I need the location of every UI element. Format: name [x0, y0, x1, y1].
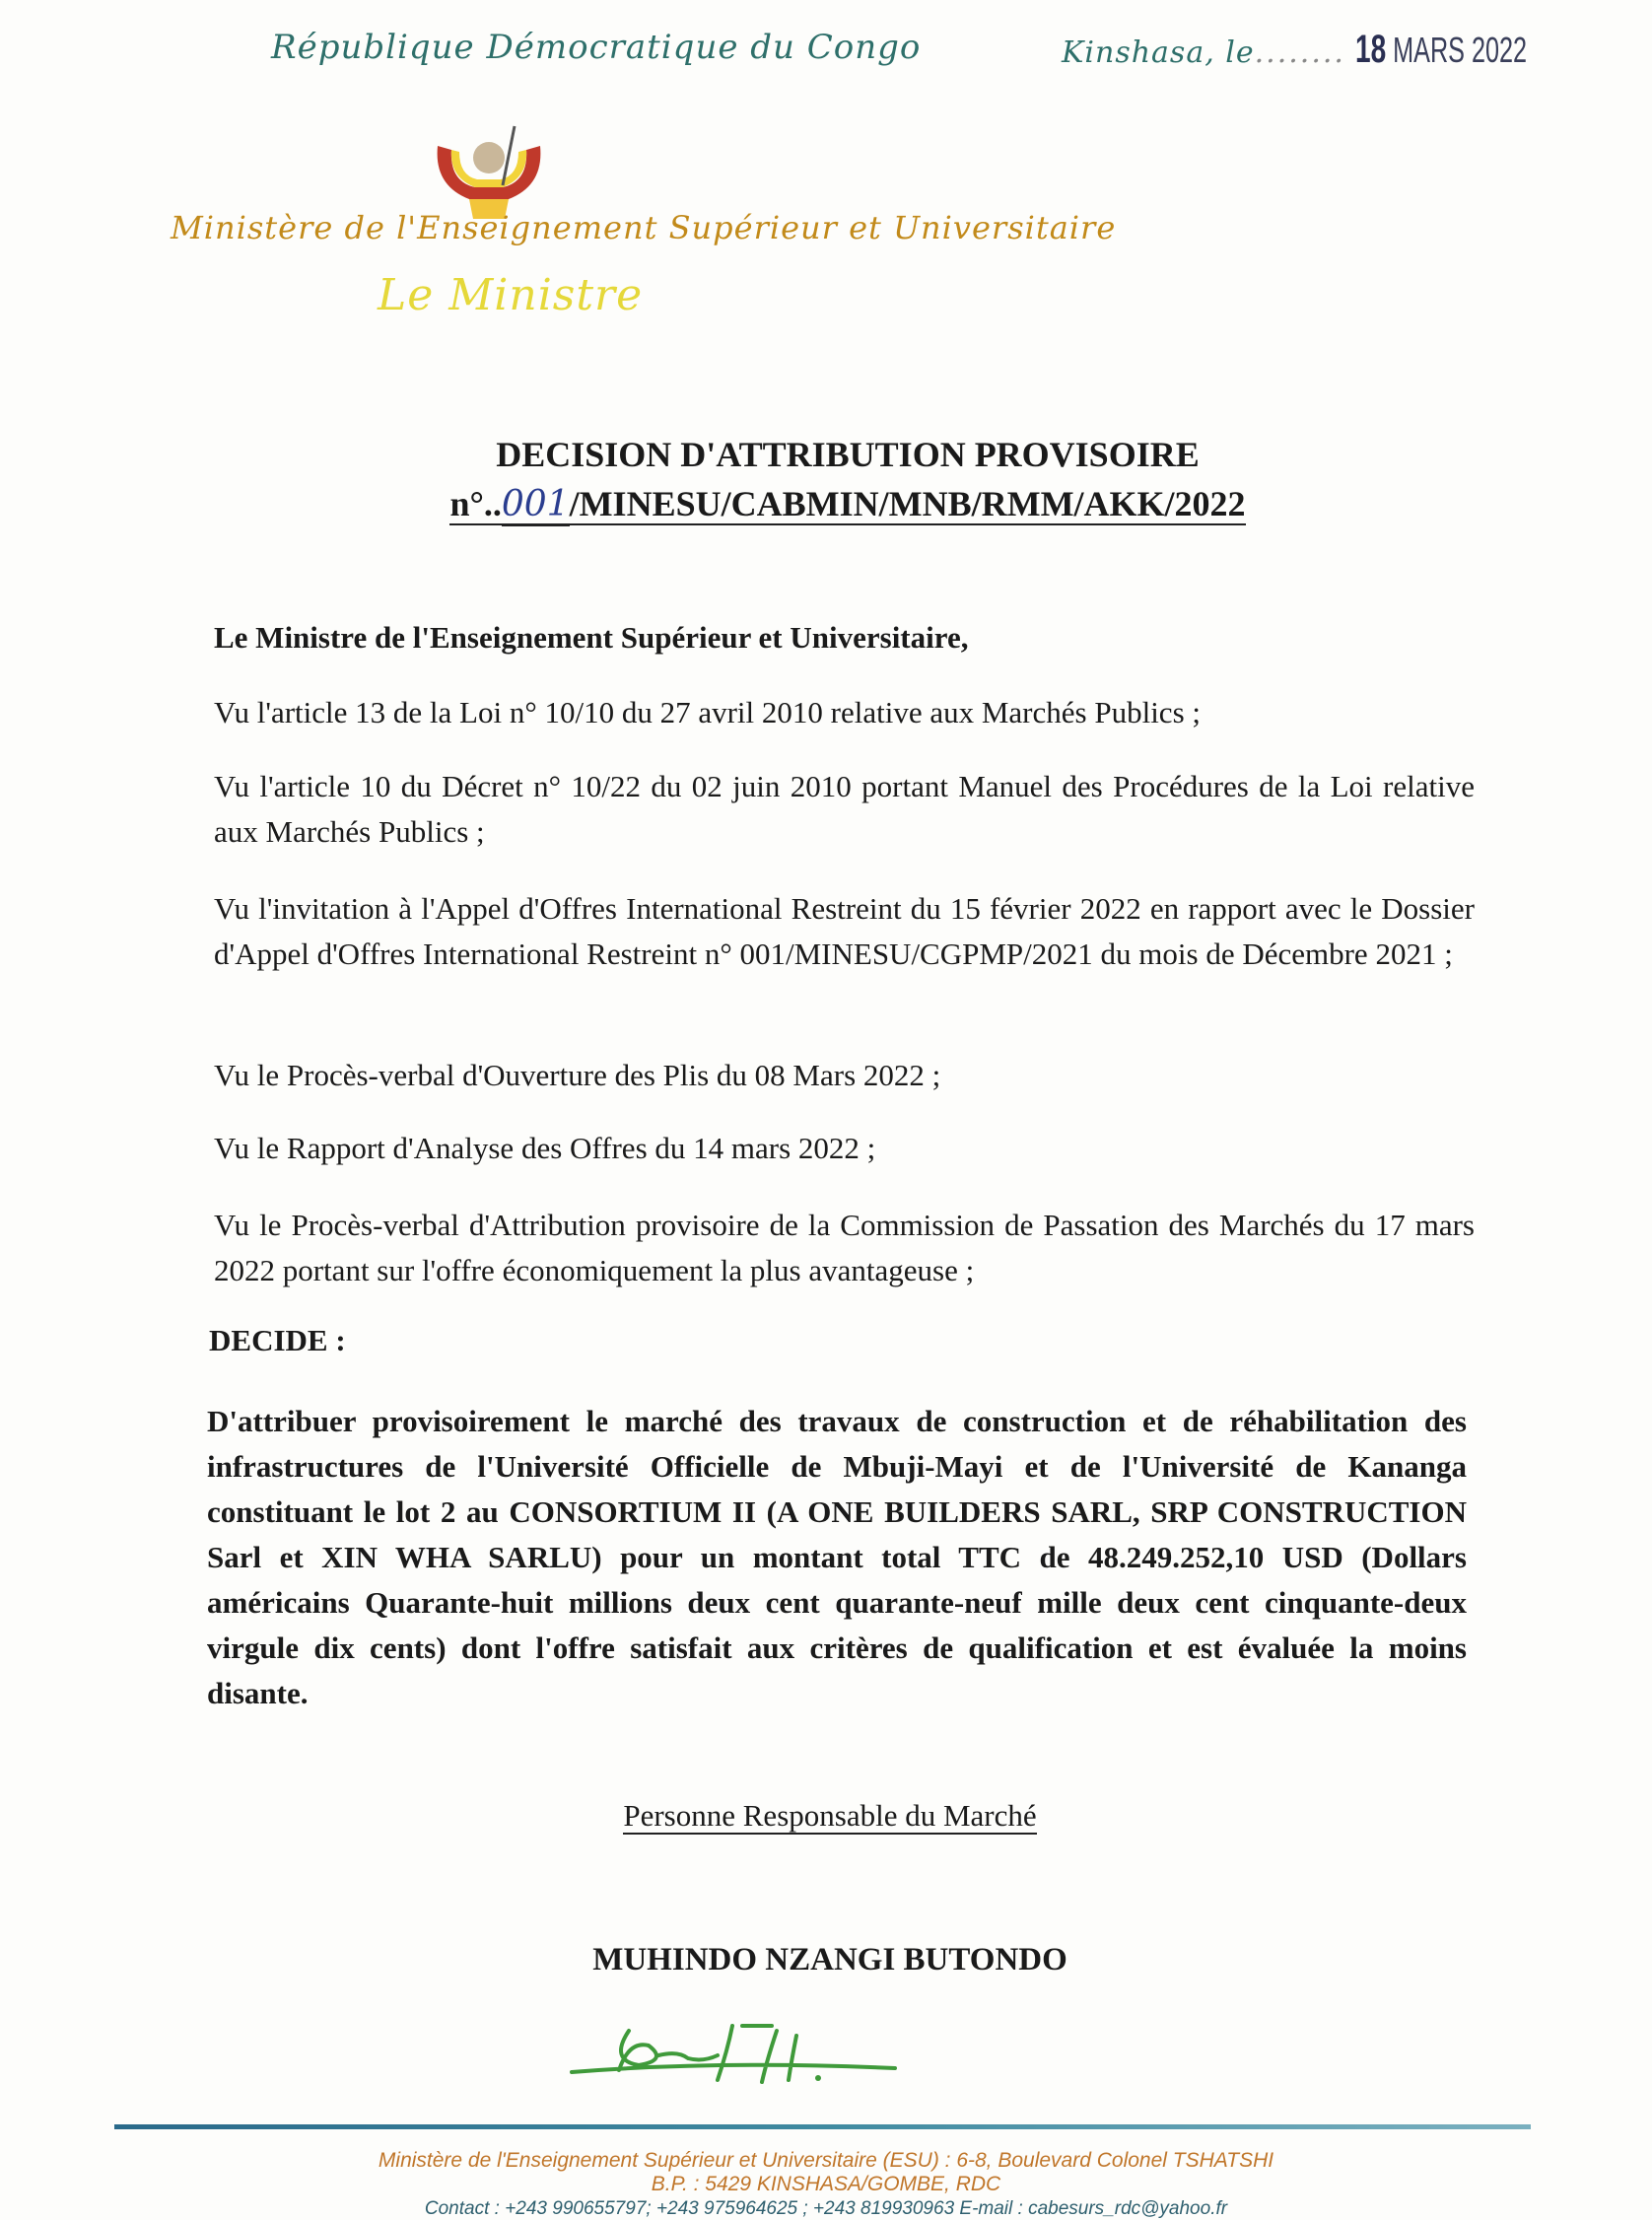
letterhead-country: République Démocratique du Congo: [271, 28, 922, 67]
footer-divider: [114, 2124, 1531, 2129]
consideration: Vu le Procès-verbal d'Ouverture des Plis du 08 Mars 2022 ;: [214, 1058, 941, 1092]
decide-label: DECIDE :: [209, 1323, 346, 1357]
letterhead-date: Kinshasa, le........ 18 MARS 2022: [1062, 28, 1528, 71]
letterhead-ministry: Ministère de l'Enseignement Supérieur et Universitaire: [171, 209, 1117, 246]
footer-po-box: B.P. : 5429 KINSHASA/GOMBE, RDC: [651, 2173, 1001, 2195]
signatory-name: MUHINDO NZANGI BUTONDO: [592, 1942, 1067, 1977]
document-reference: [0, 483, 1652, 524]
addressee: Le Ministre de l'Enseignement Supérieur et Universitaire,: [214, 620, 969, 655]
date-stamp-day: 18: [1355, 28, 1387, 71]
date-stamp: [1355, 28, 1527, 72]
date-stamp-month-year: MARS 2022: [1393, 30, 1528, 70]
signature-icon: [570, 2011, 905, 2090]
signatory-role: [0, 1798, 1652, 1834]
consideration: Vu l'article 10 du Décret n° 10/22 du 02 juin 2010 portant Manuel des Procédures de la Loi relative aux Marchés Publics ;: [214, 769, 1475, 849]
letterhead-office: Le Ministre: [378, 270, 644, 320]
ref-number: 001: [501, 484, 570, 524]
decision-text: D'attribuer provisoirement le marché des travaux de construction et de réhabilitation des infrastructures de l'Université Officielle de Mbuji-Mayi et de l'Université de Kananga constituant le lot 2 au CONSORTIUM II (A ONE BUILDERS SARL, SRP CONSTRUCTION Sarl et XIN WHA SARLU) pour un montant total TTC de 48.249.252,10 USD (Dollars américains Quarante-huit millions deux cent quarante-neuf mille deux cent cinquante-deux virgule dix cents) dont l'offre satisfait aux critères de qualification et est évaluée la moins disante.: [207, 1404, 1467, 1710]
footer-address: Ministère de l'Enseignement Supérieur et Universitaire (ESU) : 6-8, Boulevard Colonel TSHATSHI: [378, 2149, 1274, 2172]
document-title: DECISION D'ATTRIBUTION PROVISOIRE: [496, 435, 1200, 474]
ref-suffix: /MINESU/CABMIN/MNB/RMM/AKK/2022: [569, 484, 1246, 523]
place-date-label: Kinshasa, le: [1062, 35, 1255, 70]
signatory-role-text: Personne Responsable du Marché: [623, 1798, 1037, 1833]
consideration: Vu l'article 13 de la Loi n° 10/10 du 27 avril 2010 relative aux Marchés Publics ;: [214, 695, 1201, 729]
consideration: Vu le Rapport d'Analyse des Offres du 14 mars 2022 ;: [214, 1131, 876, 1165]
consideration: Vu l'invitation à l'Appel d'Offres International Restreint du 15 février 2022 en rapport avec le Dossier d'Appel d'Offres International Restreint n° 001/MINESU/CGPMP/2021 du mois de Décembre 2021 ;: [214, 891, 1475, 971]
consideration: Vu le Procès-verbal d'Attribution provisoire de la Commission de Passation des Marchés du 17 mars 2022 portant sur l'offre économiquement la plus avantageuse ;: [214, 1208, 1475, 1287]
footer-contact: Contact : +243 990655797; +243 975964625 ; +243 819930963 E-mail : cabesurs_rdc@yahoo.fr: [424, 2198, 1228, 2219]
coat-of-arms-icon: [420, 116, 558, 219]
ref-prefix: n°..: [449, 484, 502, 523]
